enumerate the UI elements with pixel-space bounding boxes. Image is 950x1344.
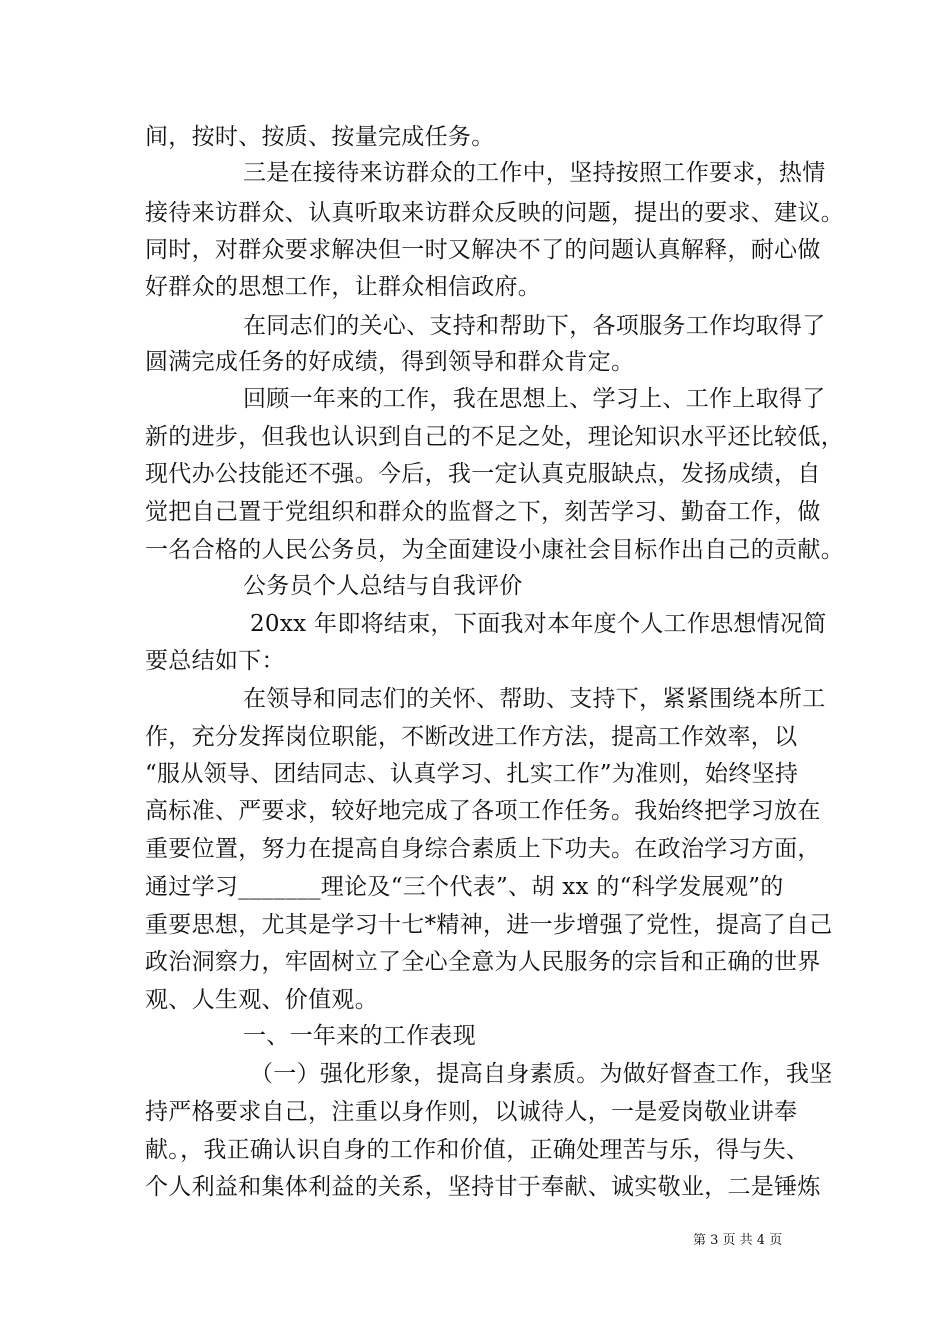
text-line: 高标准、严要求，较好地完成了各项工作任务。我始终把学习放在 xyxy=(145,798,821,824)
text-line: 间，按时、按质、按量完成任务。 xyxy=(145,124,495,150)
text-line: 三是在接待来访群众的工作中，坚持按照工作要求，热情 xyxy=(243,160,826,186)
text-line: 回顾一年来的工作，我在思想上、学习上、工作上取得了 xyxy=(243,386,826,412)
text-line: 一名合格的人民公务员，为全面建设小康社会目标作出自己的贡献。 xyxy=(145,537,844,563)
text-line: 持严格要求自己，注重以身作则，以诚待人，一是爱岗敬业讲奉 xyxy=(145,1099,798,1125)
text-line: 政治洞察力，牢固树立了全心全意为人民服务的宗旨和正确的世界 xyxy=(145,949,821,975)
text-line: 接待来访群众、认真听取来访群众反映的问题，提出的要求、建议。 xyxy=(145,200,844,226)
text-line: 好群众的思想工作，让群众相信政府。 xyxy=(145,274,542,300)
text-line: 新的进步，但我也认识到自己的不足之处，理论知识水平还比较低， xyxy=(145,424,844,450)
section-title: 公务员个人总结与自我评价 xyxy=(243,573,523,599)
text-line: 现代办公技能还不强。今后，我一定认真克服缺点，发扬成绩，自 xyxy=(145,461,821,487)
text-line: 觉把自己置于党组织和群众的监督之下，刻苦学习、勤奋工作，做 xyxy=(145,499,821,525)
text-line: 个人利益和集体利益的关系，坚持甘于奉献、诚实敬业，二是锤炼 xyxy=(145,1174,821,1200)
text-line: 圆满完成任务的好成绩，得到领导和群众肯定。 xyxy=(145,349,635,375)
page-number: 第 3 页 共 4 页 xyxy=(693,1233,783,1248)
text-line: 作，充分发挥岗位职能，不断改进工作方法，提高工作效率，以 xyxy=(145,724,798,750)
text-line: 要总结如下： xyxy=(145,648,285,674)
text-line: 献。，我正确认识自身的工作和价值，正确处理苦与乐，得与失、 xyxy=(145,1137,810,1163)
text-line: 观、人生观、价值观。 xyxy=(145,987,378,1013)
heading: 一、一年来的工作表现 xyxy=(243,1023,476,1049)
text-line: （一）强化形象，提高自身素质。为做好督查工作，我坚 xyxy=(250,1061,833,1087)
text-line: 在同志们的关心、支持和帮助下，各项服务工作均取得了 xyxy=(243,313,826,339)
text-line: 同时，对群众要求解决但一时又解决不了的问题认真解释，耐心做 xyxy=(145,237,821,263)
text-line: 在领导和同志们的关怀、帮助、支持下，紧紧围绕本所工 xyxy=(243,686,826,712)
text-line: 20xx 年即将结束，下面我对本年度个人工作思想情况简 xyxy=(250,611,827,637)
text-line: 通过学习_______理论及“三个代表”、胡 xx 的“科学发展观”的 xyxy=(145,874,784,900)
text-line: 重要位置，努力在提高自身综合素质上下功夫。在政治学习方面， xyxy=(145,836,821,862)
text-line: “服从领导、团结同志、认真学习、扎实工作”为准则，始终坚持 xyxy=(145,761,799,787)
text-line: 重要思想，尤其是学习十七*精神，进一步增强了党性，提高了自己 xyxy=(145,912,833,938)
